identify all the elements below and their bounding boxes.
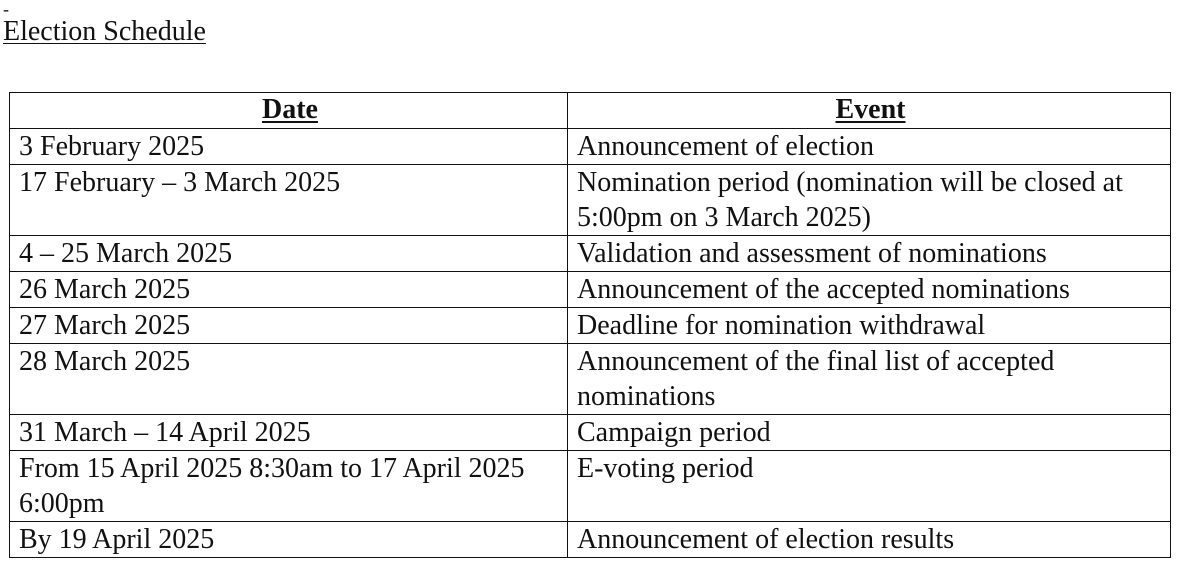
event-cell: Announcement of election results: [568, 522, 1171, 558]
event-cell: Announcement of election: [568, 129, 1171, 165]
date-cell: 28 March 2025: [10, 344, 568, 415]
table-row: [10, 272, 1171, 308]
event-cell: Nomination period (nomination will be closed at 5:00pm on 3 March 2025): [568, 165, 1171, 236]
column-header-event: Event: [568, 93, 1171, 129]
election-schedule-table: [9, 92, 1171, 558]
table-row: [10, 451, 1171, 522]
date-cell: 17 February – 3 March 2025: [10, 165, 568, 236]
event-cell: Announcement of the final list of accepted nominations: [568, 344, 1171, 415]
event-cell: Announcement of the accepted nominations: [568, 272, 1171, 308]
table-header-row: [10, 93, 1171, 129]
date-cell: 4 – 25 March 2025: [10, 236, 568, 272]
table-row: [10, 344, 1171, 415]
date-cell: 27 March 2025: [10, 308, 568, 344]
table-row: [10, 165, 1171, 236]
table-row: [10, 308, 1171, 344]
date-cell: 3 February 2025: [10, 129, 568, 165]
date-cell: 31 March – 14 April 2025: [10, 415, 568, 451]
table-row: [10, 129, 1171, 165]
dash-marker: -: [3, 0, 9, 19]
event-cell: Campaign period: [568, 415, 1171, 451]
date-cell: From 15 April 2025 8:30am to 17 April 2025 6:00pm: [10, 451, 568, 522]
date-cell: By 19 April 2025: [10, 522, 568, 558]
event-cell: Deadline for nomination withdrawal: [568, 308, 1171, 344]
event-cell: Validation and assessment of nominations: [568, 236, 1171, 272]
column-header-date: Date: [10, 93, 568, 129]
table-row: [10, 236, 1171, 272]
date-cell: 26 March 2025: [10, 272, 568, 308]
page-title: Election Schedule: [3, 16, 206, 47]
table-row: [10, 522, 1171, 558]
event-cell: E-voting period: [568, 451, 1171, 522]
table-row: [10, 415, 1171, 451]
